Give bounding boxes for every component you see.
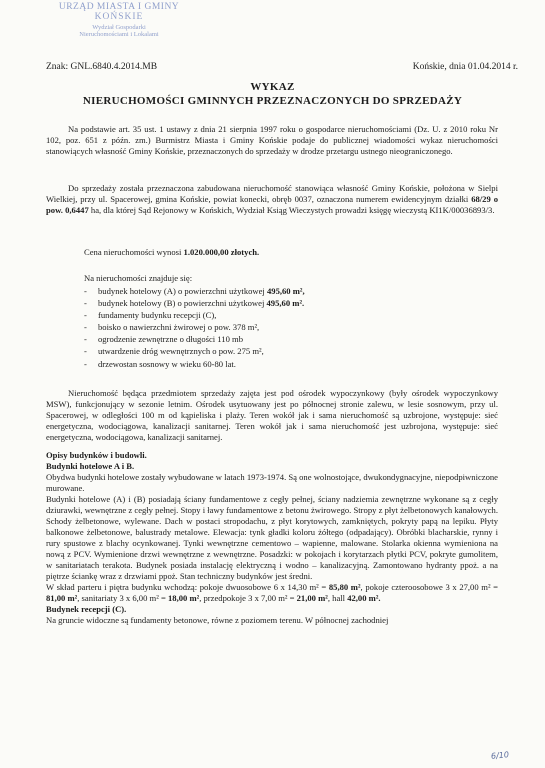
place-and-date: Końskie, dnia 01.04.2014 r. <box>412 62 518 72</box>
price-value: 1.020.000,00 złotych. <box>183 247 260 257</box>
features-list <box>84 285 494 370</box>
plot-area: 0,6447 <box>65 205 89 215</box>
features-section <box>84 273 494 370</box>
stamp-line-2: KOŃSKIE <box>94 11 144 22</box>
lease-paragraph: Nieruchomość będąca przedmiotem sprzedaży zajęta jest pod ośrodek wypoczynkowy (były ośrodek wypoczynkowy MSW), funkcjonujący w sezonie letnim. Ośrodek usytuowany jest po północnej stronie zalewu, w lesie sosnowym, przy ul. Spacerowej, w odległości 100 m od kąpieliska i plaży. Teren wokół jak i sama nieruchomość są uzbrojone, występuje: sieć energetyczna, wodociągowa, kanalizacji sanitarnej. Teren wokół jak i sama nieruchomość jest uzbrojona, występuje: sieć energetyczna, wodociągowa, kanalizacji sanitarnej. <box>46 388 498 442</box>
price-paragraph <box>84 247 484 258</box>
hotel-heading: Budynki hotelowe A i B. <box>46 461 135 471</box>
list-item: - ogrodzenie zewnętrzne o długości 110 mb <box>84 333 494 345</box>
title-line-2: NIERUCHOMOŚCI GMINNYCH PRZEZNACZONYCH DO SPRZEDAŻY <box>82 94 463 107</box>
features-label: Na nieruchomości znajduje się: <box>84 273 193 283</box>
list-item: - drzewostan sosnowy w wieku 60-80 lat. <box>84 358 494 370</box>
plot-number: 68/29 <box>471 194 491 204</box>
intro-paragraph: Na podstawie art. 35 ust. 1 ustawy z dnia 21 sierpnia 1997 roku o gospodarce nieruchomościami (Dz. U. z 2010 roku Nr 102, poz. 651 z późn. zm.) Burmistrz Miasta i Gminy Końskie podaje do publicznej wiadomości wykaz nieruchomości stanowiących własność Gminy Końskie, przeznaczonych do sprzedaży w drodze przetargu ustnego nieograniczonego. <box>46 124 498 156</box>
property-text-2: o pow. <box>46 194 498 215</box>
handwritten-page-mark: 6/10 <box>490 750 510 761</box>
stamp-line-4: Nieruchomościami i Lokalami <box>79 30 159 38</box>
list-item: - fundamenty budynku recepcji (C), <box>84 309 494 321</box>
hotel-text: Obydwa budynki hotelowe zostały wybudowane w latach 1973-1974. Są one wolnostojące, dwukondygnacyjne, niepodpiwniczone murowane. <box>46 472 498 493</box>
descriptions-heading: Opisy budynków i budowli. <box>46 450 147 460</box>
property-text-1: Do sprzedaży została przeznaczona zabudowana nieruchomość stanowiąca własność Gminy Końskie, położona w Sielpi Wielkiej, przy ul. Spacerowej, gmina Końskie, powiat konecki, obręb 0037, oznaczona numerem ewidencyjnym działki <box>46 183 498 204</box>
price-label: Cena nieruchomości wynosi <box>84 247 184 257</box>
office-stamp <box>44 3 194 39</box>
stamp-line-1: URZĄD MIASTA I GMINY <box>58 2 180 12</box>
reception-heading: Budynek recepcji (C). <box>46 604 127 614</box>
document-title <box>0 81 545 109</box>
reference-number: Znak: GNL.6840.4.2014.MB <box>46 62 158 72</box>
reception-text: Na gruncie widoczne są fundamenty betonowe, równe z poziomem terenu. W północnej zachodniej <box>46 615 389 625</box>
property-text-3: ha, dla której Sąd Rejonowy w Końskich, Wydział Ksiąg Wieczystych prowadzi księgę wieczystą KI1K/00036893/3. <box>88 205 495 215</box>
list-item: - budynek hotelowy (A) o powierzchni użytkowej 495,60 m², <box>84 285 494 297</box>
property-paragraph <box>46 183 498 216</box>
list-item: - utwardzenie dróg wewnętrznych o pow. 275 m², <box>84 345 494 357</box>
list-item: - budynek hotelowy (B) o powierzchni użytkowej 495,60 m². <box>84 297 494 309</box>
stamp-line-3: Wydział Gospodarki <box>92 23 146 31</box>
descriptions-section <box>46 450 498 626</box>
rooms-text: W skład parteru i piętra budynku wchodzą: pokoje dwuosobowe 6 x 14,30 m² = 85,80 m², pokoje czteroosobowe 3 x 27,00 m² = 81,00 m², sanitariaty 3 x 6,00 m² = 18,00 m², przedpokoje 3 x 7,00 m² = 21,00 m², hall 42,00 m². <box>46 582 498 603</box>
hotel-construction-text: Budynki hotelowe (A) i (B) posiadają ściany fundamentowe z cegły pełnej, ściany nadziemia zewnętrzne wykonane są z cegły dziurawki, wewnętrzne z cegły pełnej. Stopy i ławy fundamentowe z betonu żwirowego. Stropy z płyt żelbetonowych kanałowych. Schody żelbetonowe, wylewane. Dach w postaci stropodachu, z płyt korytowych, zamkniętych, pokryty papą na lepiku. Płyty balkonowe żelbetonowe, balustrady metalowe. Elewacja: tynk gładki koloru żółtego (odpadający). Obróbki blacharskie, rynny i rury spustowe z blachy ocynkowanej. Tynki wewnętrzne cementowo – wapienne, malowane. Stolarka okienna wymieniona na nową z PCV. Wymienione drzwi wewnętrzne z wewnętrzne. Posadzki: w pokojach i korytarzach płytki PCV, pokryte gumolitem, w sanitariatach terakota. Budynek posiada instalację elektryczną i wodno – kanalizacyjną. Zamontowano hydranty ppoż. a na piętrze ściankę wraz z drzwiami ppoż. Stan techniczny budynków jest średni. <box>46 494 498 581</box>
title-line-1: WYKAZ <box>250 81 295 93</box>
list-item: - boisko o nawierzchni żwirowej o pow. 378 m², <box>84 321 494 333</box>
